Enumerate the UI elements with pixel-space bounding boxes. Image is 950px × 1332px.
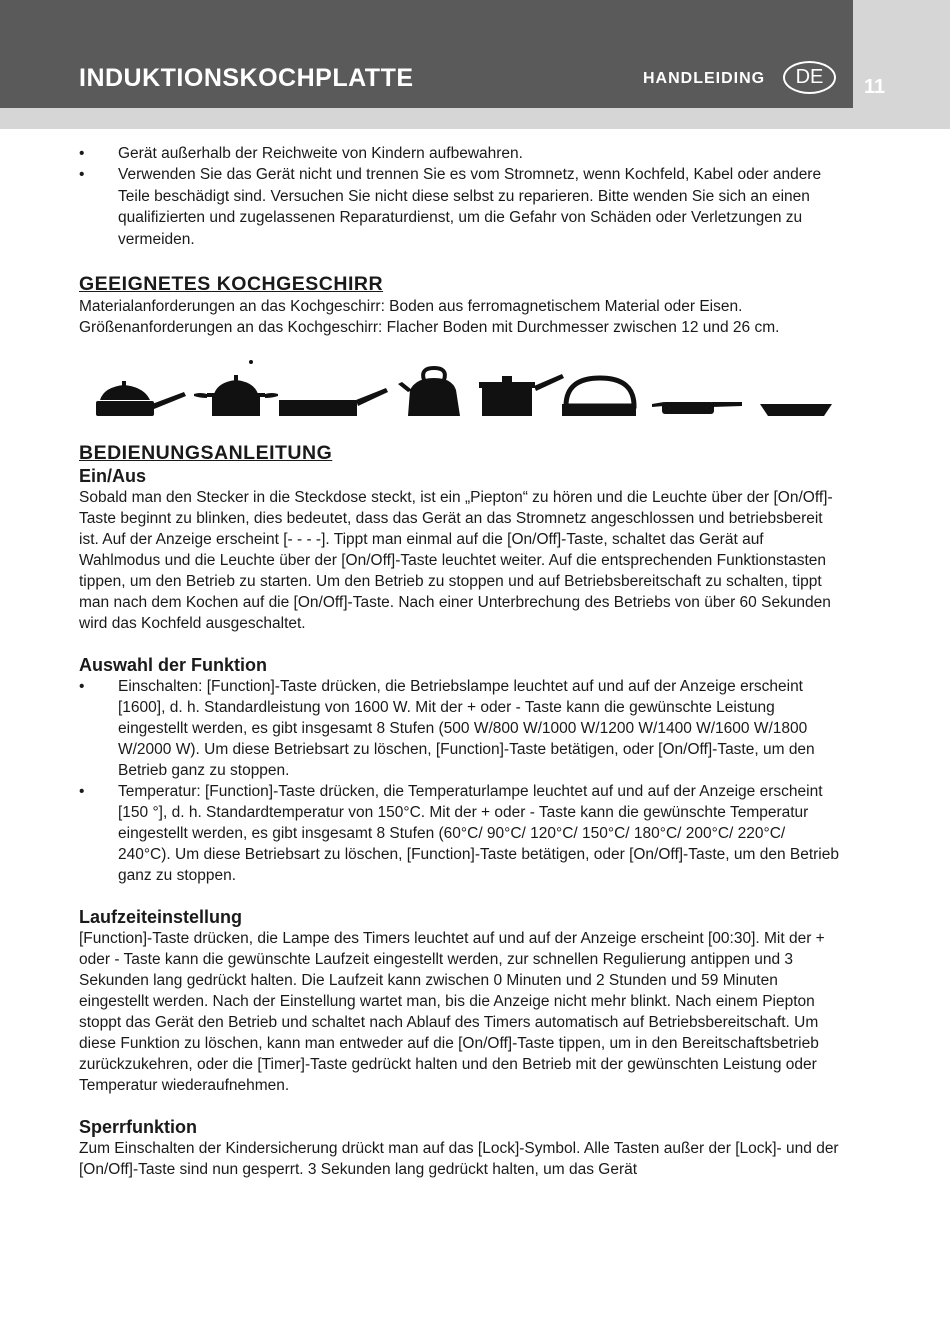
page-content bbox=[79, 143, 839, 1180]
crepe-pan-icon bbox=[760, 404, 832, 416]
wok-icon bbox=[562, 378, 636, 416]
on-off-text: Sobald man den Stecker in die Steckdose steckt, ist ein „Piepton“ zu hören und die Leuchte über der [On/Off]-Taste beginnt zu blinken, dies bedeutet, dass das Gerät an das Stromnetz angeschlossen und betriebsbereit ist. Auf der Anzeige erscheint [- - - -]. Tippt man einmal auf die [On/Off]-Taste, schaltet das Gerät auf Wahlmodus und die Leuchte über der [On/Off]-Taste leuchtet weiter. Auf die entsprechenden Funktionstasten tippen, um den Betrieb zu starten. Um den Betrieb zu stoppen und auf Betriebsbereitschaft zu schalten, tippt man nach dem Kochen auf die [On/Off]-Taste. Nach einer Unterbrechung des Betriebs von über 60 Sekunden wird das Kochfeld ausgeschaltet. bbox=[79, 489, 833, 632]
list-item: • Einschalten: [Function]-Taste drücken, die Betriebslampe leuchtet auf und auf der Anzeige erscheint [1600], d. h. Standardleistung von 1600 W. Mit der + oder - Taste kann die gewünschte Leistung eingestellt werden, es gibt insgesamt 8 Stufen (500 W/800 W/1000 W/1200 W/1400 W/1600 W/1800 W/2000 W). Um diese Betriebsart zu löschen, [Function]-Taste betätigen, oder [On/Off]-Taste, um den Betrieb ganz zu stoppen. bbox=[79, 676, 839, 781]
section-heading-cookware: GEEIGNETES KOCHGESCHIRR bbox=[79, 273, 384, 295]
pot-with-lid-icon bbox=[194, 360, 278, 416]
flat-skillet-icon bbox=[652, 402, 742, 414]
cookware-icons bbox=[94, 356, 839, 422]
document-title: INDUKTIONSKOCHPLATTE bbox=[79, 64, 414, 92]
page-number: 11 bbox=[864, 76, 886, 98]
subheading-lock: Sperrfunktion bbox=[79, 1117, 198, 1137]
list-item: • Temperatur: [Function]-Taste drücken, die Temperaturlampe leuchtet auf und auf der Anzeige erscheint [150 °], d. h. Standardtemperatur von 150°C. Mit der + oder - Taste kann die gewünschte Temperatur eingestellt werden, es gibt insgesamt 8 Stufen (60°C/ 90°C/ 120°C/ 150°C/ 180°C/ 200°C/ 220°C/ 240°C). Um diese Betriebsart zu löschen, [Function]-Taste betätigen, oder [On/Off]-Taste, um den Betrieb ganz zu stoppen. bbox=[79, 781, 839, 886]
frying-pan-with-lid-icon bbox=[96, 381, 186, 416]
list-item: • Gerät außerhalb der Reichweite von Kindern aufbewahren. bbox=[79, 143, 839, 164]
page-tab bbox=[853, 0, 950, 129]
timer-text: [Function]-Taste drücken, die Lampe des Timers leuchtet auf und auf der Anzeige erscheint [00:30]. Mit der + oder - Taste kann die gewünschte Laufzeit eingestellt werden, zur schnellen Regulierung antippen und 3 Sekunden lang gedrückt halten. Die Laufzeit kann zwischen 0 Minuten und 2 Stunden und 59 Minuten eingestellt werden. Nach der Einstellung wartet man, bis die Anzeige nicht mehr blinkt. Nach einem Piepton stoppt das Gerät den Betrieb und schaltet nach Ablauf des Timers automatisch auf Betriebsbereitschaft. Um diese Funktion zu löschen, kann man entweder auf die [On/Off]-Taste tippen, um in den Bereitschaftsbetrieb zurückzukehren, oder die [Timer]-Taste gedrückt halten und den Betrieb mit der gewünschten Leistung oder Temperatur wiederaufnehmen. bbox=[79, 930, 825, 1094]
subheading-timer: Laufzeiteinstellung bbox=[79, 907, 243, 927]
cookware-text: Materialanforderungen an das Kochgeschirr: Boden aus ferromagnetischem Material oder Eisen. Größenanforderungen an das Kochgeschirr: Flacher Boden mit Durchmesser zwischen 12 und 26 cm. bbox=[79, 298, 780, 336]
section-heading-manual: BEDIENUNGSANLEITUNG bbox=[79, 442, 333, 464]
saucepan-icon bbox=[479, 374, 564, 416]
lock-text: Zum Einschalten der Kindersicherung drückt man auf das [Lock]-Symbol. Alle Tasten außer der [Lock]- und der [On/Off]-Taste sind nun gesperrt. 3 Sekunden lang gedrückt halten, um das Gerät bbox=[79, 1140, 839, 1178]
subheading-on-off: Ein/Aus bbox=[79, 466, 147, 486]
flat-pan-icon bbox=[279, 388, 388, 416]
language-badge: DE bbox=[783, 61, 836, 94]
kettle-icon bbox=[398, 368, 460, 416]
header-strip bbox=[0, 108, 950, 129]
subheading-function: Auswahl der Funktion bbox=[79, 655, 268, 675]
handleiding-label: HANDLEIDING bbox=[643, 70, 766, 87]
list-item: • Verwenden Sie das Gerät nicht und trennen Sie es vom Stromnetz, wenn Kochfeld, Kabel oder andere Teile beschädigt sind. Versuchen Sie nicht diese selbst zu reparieren. Bitte wenden Sie sich an einen qualifizierten und zugelassenen Reparaturdienst, um die Gefahr von Schäden oder Verletzungen zu vermeiden. bbox=[79, 164, 839, 250]
